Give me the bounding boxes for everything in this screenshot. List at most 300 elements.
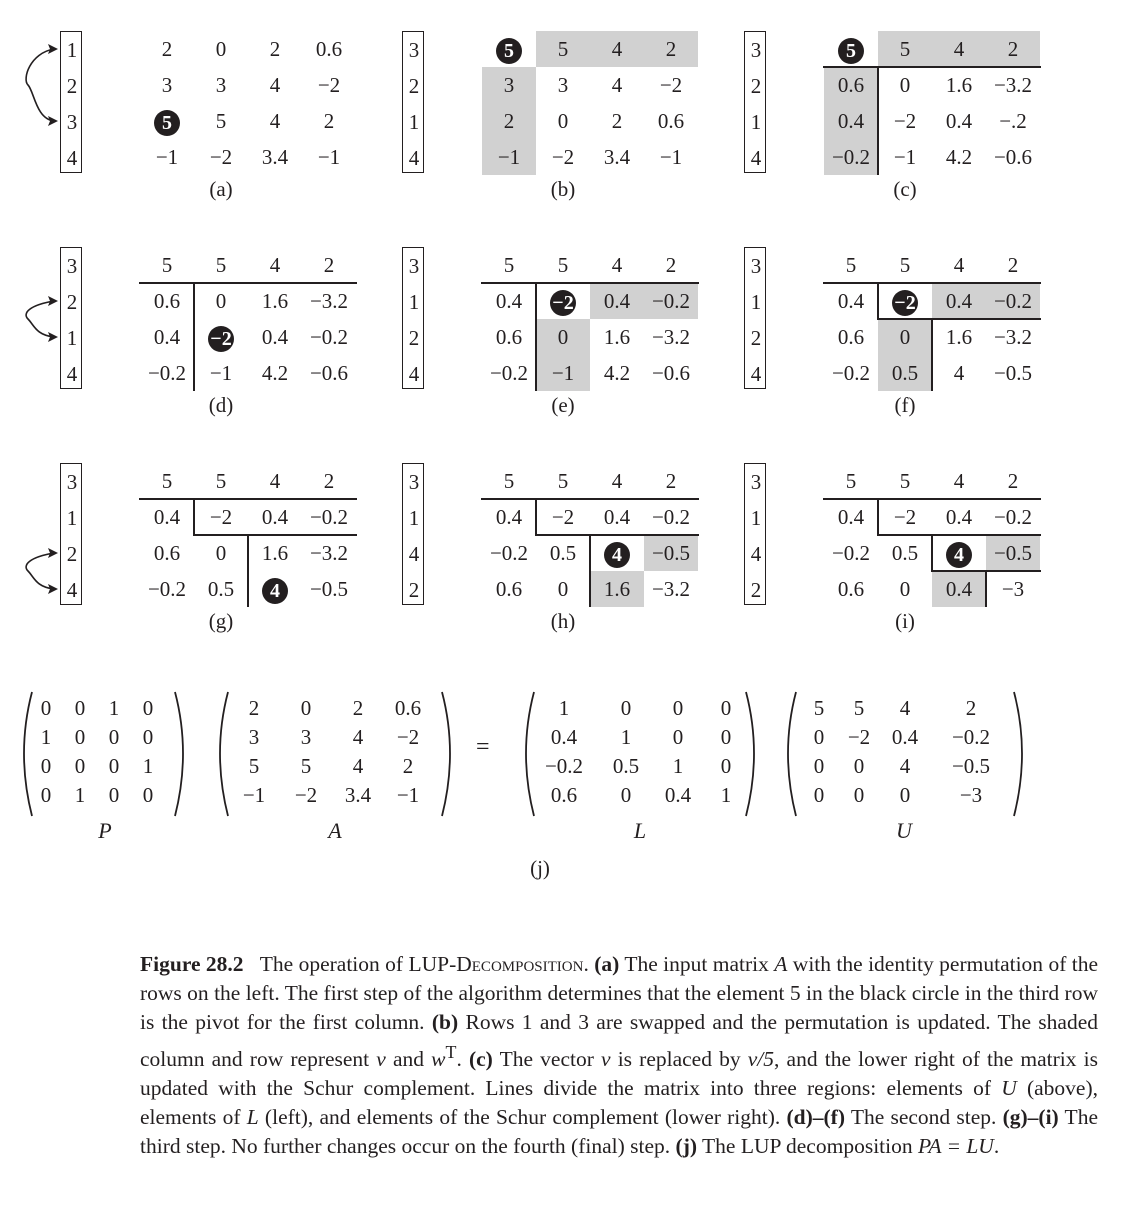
matrix-cell: −0.2	[831, 541, 871, 565]
matrix-entry: 2	[248, 696, 260, 720]
permutation-entry: 4	[750, 362, 762, 386]
caption-ref: (d)–(f)	[786, 1105, 846, 1130]
region-divider-line	[823, 498, 1041, 500]
matrix-cell: 1.6	[590, 571, 644, 607]
matrix-entry: 4	[352, 754, 364, 778]
matrix-entry: −2	[294, 783, 318, 807]
matrix-cell: 0.6	[824, 67, 878, 103]
matrix-cell: 5	[845, 253, 857, 277]
matrix-cell: −3.2	[651, 325, 691, 349]
matrix-cell: 0	[878, 319, 932, 355]
step-panel-g	[60, 463, 360, 663]
matrix-cell: −2	[209, 505, 233, 529]
algorithm-name: LUP-Decomposition	[408, 952, 584, 976]
matrix-cell: 5	[899, 253, 911, 277]
region-divider-line	[535, 282, 537, 391]
permutation-entry: 4	[66, 146, 78, 170]
permutation-entry: 3	[408, 470, 420, 494]
equals-sign: =	[476, 734, 490, 760]
matrix-entry: 2	[965, 696, 977, 720]
matrix-cell: 0	[536, 319, 590, 355]
matrix-cell: −1	[893, 145, 917, 169]
matrix-name-label: L	[633, 818, 647, 843]
matrix-entry: 0	[672, 725, 684, 749]
region-divider-line	[481, 498, 699, 500]
caption-text: Rows 1 and 3 are swapped and the permutation is updated. The shaded column and row represent	[140, 1010, 1099, 1071]
matrix-entry: 0	[142, 696, 154, 720]
permutation-entry: 2	[408, 326, 420, 350]
matrix-cell: 0.4	[824, 103, 878, 139]
matrix-entry: 0.4	[664, 783, 692, 807]
matrix-cell: 4.2	[603, 361, 631, 385]
permutation-entry: 3	[750, 470, 762, 494]
matrix-entry: 0	[40, 754, 52, 778]
matrix-entry: 0	[720, 696, 732, 720]
matrix-cell	[482, 31, 536, 67]
matrix-cell: 0.4	[590, 283, 644, 319]
caption-text: and	[385, 1046, 432, 1071]
matrix-cell: 5	[557, 469, 569, 493]
matrix-entry: −2	[396, 725, 420, 749]
matrix-cell: 2	[644, 31, 698, 67]
region-divider-line	[247, 534, 249, 607]
pivot-marker: 5	[838, 38, 864, 64]
matrix-cell: −0.2	[489, 541, 529, 565]
permutation-entry: 4	[750, 542, 762, 566]
permutation-entry: 3	[408, 254, 420, 278]
matrix-cell: 2	[665, 253, 677, 277]
matrix-cell: 5	[536, 31, 590, 67]
panel-label: (d)	[208, 393, 234, 417]
region-divider-line	[931, 318, 933, 391]
matrix-cell: −0.6	[993, 145, 1033, 169]
matrix-cell: 0.6	[495, 577, 523, 601]
matrix-entry: 0	[142, 783, 154, 807]
matrix-cell: 0	[557, 577, 569, 601]
matrix-cell: 2	[986, 31, 1040, 67]
matrix-cell: 0	[557, 109, 569, 133]
matrix-cell: −0.2	[147, 577, 187, 601]
caption-text: The second step.	[845, 1105, 1003, 1130]
matrix-cell: −2	[551, 145, 575, 169]
matrix-cell: −3.2	[309, 289, 349, 313]
caption-math: U	[1001, 1075, 1017, 1100]
caption-text: The LUP decomposition	[697, 1134, 918, 1159]
caption-text: is replaced by	[610, 1046, 748, 1071]
matrix-cell: −1	[317, 145, 341, 169]
permutation-entry: 3	[408, 38, 420, 62]
permutation-entry: 1	[408, 506, 420, 530]
matrix-cell: 4	[953, 253, 965, 277]
matrix-cell: 0.4	[603, 505, 631, 529]
matrix-cell: 0.4	[837, 505, 865, 529]
caption-ref: (j)	[675, 1134, 698, 1159]
matrix-bracket-icon	[0, 690, 1140, 830]
pivot-marker: 4	[604, 542, 630, 568]
matrix-name-label: A	[328, 818, 342, 843]
region-divider-line	[535, 498, 537, 535]
matrix-cell: −3	[1001, 577, 1025, 601]
matrix-cell: 5	[215, 109, 227, 133]
panel-label: (i)	[895, 609, 915, 633]
permutation-entry: 1	[750, 290, 762, 314]
step-panel-i	[744, 463, 1044, 663]
permutation-entry: 2	[66, 290, 78, 314]
matrix-cell: 5	[503, 253, 515, 277]
matrix-entry: 0	[74, 754, 86, 778]
matrix-entry: 0	[813, 725, 825, 749]
matrix-cell: −0.6	[651, 361, 691, 385]
matrix-cell: 4	[269, 469, 281, 493]
matrix-entry: 0	[40, 696, 52, 720]
matrix-entry: 0	[620, 783, 632, 807]
matrix-cell: −0.2	[147, 361, 187, 385]
matrix-entry: −1	[396, 783, 420, 807]
permutation-entry: 4	[66, 362, 78, 386]
region-divider-line	[877, 66, 879, 175]
pivot-marker: 4	[946, 542, 972, 568]
matrix-cell: 0.6	[495, 325, 523, 349]
caption-text: The third step. No further changes occur on the fourth (final) step.	[140, 1105, 1098, 1159]
region-divider-line	[877, 498, 879, 535]
matrix-cell: −1	[659, 145, 683, 169]
matrix-cell	[590, 535, 644, 571]
caption-ref: (b)	[431, 1010, 459, 1035]
caption-text: The vector	[492, 1046, 602, 1071]
matrix-cell: 0.6	[837, 577, 865, 601]
step-panel-h	[402, 463, 702, 663]
matrix-cell: 1.6	[261, 289, 289, 313]
matrix-cell: 0.5	[549, 541, 577, 565]
permutation-vector	[402, 31, 424, 173]
matrix-cell: 4	[269, 253, 281, 277]
matrix-entry: 1	[40, 725, 52, 749]
matrix-entry: −3	[959, 783, 983, 807]
figure-number: Figure 28.2	[140, 952, 244, 976]
permutation-entry: 2	[750, 74, 762, 98]
matrix-cell	[878, 283, 932, 319]
permutation-entry: 1	[66, 326, 78, 350]
matrix-cell: 5	[845, 469, 857, 493]
matrix-cell: −0.5	[644, 535, 698, 571]
matrix-cell: 0.4	[261, 505, 289, 529]
permutation-entry: 3	[66, 470, 78, 494]
matrix-entry: 4	[899, 754, 911, 778]
matrix-cell: −3.2	[993, 73, 1033, 97]
matrix-cell: 4	[953, 469, 965, 493]
matrix-entry: 0	[899, 783, 911, 807]
matrix-cell: −0.2	[824, 139, 878, 175]
matrix-cell: 4	[611, 73, 623, 97]
matrix-name-label: U	[896, 818, 912, 843]
panel-label: (j)	[530, 856, 550, 880]
matrix-cell: 0.4	[837, 289, 865, 313]
matrix-entry: 5	[853, 696, 865, 720]
permutation-entry: 1	[66, 38, 78, 62]
matrix-entry: 0	[108, 783, 120, 807]
matrix-name-label: P	[98, 818, 112, 843]
step-panel-f	[744, 247, 1044, 447]
matrix-cell: −0.2	[489, 361, 529, 385]
region-divider-line	[985, 570, 987, 607]
region-divider-line	[877, 282, 879, 319]
region-divider-line	[877, 534, 1041, 536]
caption-text: (above), elements of	[140, 1075, 1098, 1130]
matrix-entry: 0	[853, 783, 865, 807]
matrix-cell: −2	[893, 505, 917, 529]
matrix-cell: 0.5	[207, 577, 235, 601]
matrix-entry: −0.5	[951, 754, 991, 778]
permutation-entry: 2	[750, 578, 762, 602]
matrix-entry: 1	[720, 783, 732, 807]
matrix-cell: 4	[611, 469, 623, 493]
matrix-entry: 4	[352, 725, 364, 749]
matrix-cell: 1.6	[945, 73, 973, 97]
matrix-entry: 0	[300, 696, 312, 720]
matrix-cell: 5	[215, 469, 227, 493]
matrix-entry: 0	[74, 696, 86, 720]
caption-ref: (c)	[468, 1046, 493, 1071]
matrix-entry: 1	[558, 696, 570, 720]
pivot-marker: −2	[550, 290, 576, 316]
caption-text: .	[456, 1046, 469, 1071]
region-divider-line	[139, 498, 357, 500]
matrix-cell: −3.2	[651, 577, 691, 601]
region-divider-line	[481, 282, 699, 284]
step-panel-e	[402, 247, 702, 447]
matrix-cell: −.2	[999, 109, 1027, 133]
permutation-entry: 2	[66, 542, 78, 566]
matrix-cell: 0	[215, 289, 227, 313]
matrix-entry: 3	[248, 725, 260, 749]
matrix-entry: 0	[108, 725, 120, 749]
matrix-entry: 1	[108, 696, 120, 720]
matrix-entry: 0.4	[550, 725, 578, 749]
matrix-cell: 5	[557, 253, 569, 277]
matrix-entry: 1	[142, 754, 154, 778]
matrix-entry: 1	[74, 783, 86, 807]
permutation-entry: 2	[750, 326, 762, 350]
permutation-entry: 1	[408, 290, 420, 314]
matrix-entry: 0.4	[891, 725, 919, 749]
permutation-entry: 4	[750, 146, 762, 170]
permutation-vector	[60, 31, 82, 173]
caption-math: v/5	[747, 1046, 775, 1071]
region-divider-line	[193, 282, 195, 391]
matrix-cell: 4	[269, 109, 281, 133]
permutation-entry: 3	[750, 38, 762, 62]
matrix-cell: 0	[215, 37, 227, 61]
matrix-cell: 0.6	[153, 289, 181, 313]
matrix-cell: 3	[557, 73, 569, 97]
permutation-entry: 1	[66, 506, 78, 530]
permutation-entry: 3	[750, 254, 762, 278]
matrix-entry: 0	[720, 725, 732, 749]
matrix-entry: 0	[813, 754, 825, 778]
figure-caption	[140, 950, 1098, 1162]
permutation-entry: 1	[408, 110, 420, 134]
matrix-cell: 2	[323, 109, 335, 133]
matrix-cell	[932, 535, 986, 571]
matrix-cell: 2	[1007, 253, 1019, 277]
matrix-cell: 2	[269, 37, 281, 61]
matrix-cell: −0.6	[309, 361, 349, 385]
matrix-cell: −2	[209, 145, 233, 169]
permutation-vector	[402, 463, 424, 605]
matrix-entry: 0	[853, 754, 865, 778]
matrix-cell: −0.2	[309, 505, 349, 529]
caption-math: PA = LU	[917, 1134, 994, 1159]
matrix-cell: 0.4	[945, 109, 973, 133]
region-divider-line	[535, 534, 699, 536]
caption-text: .	[583, 952, 595, 976]
caption-math: w	[431, 1046, 446, 1071]
matrix-cell: 1.6	[261, 541, 289, 565]
permutation-entry: 3	[66, 254, 78, 278]
matrix-cell: 0.4	[932, 571, 986, 607]
matrix-entry: −1	[242, 783, 266, 807]
matrix-cell: −1	[155, 145, 179, 169]
matrix-cell: 5	[161, 469, 173, 493]
permutation-entry: 1	[750, 110, 762, 134]
caption-math: v	[601, 1046, 611, 1071]
matrix-cell: −2	[659, 73, 683, 97]
matrix-cell: −1	[482, 139, 536, 175]
step-panel-b	[402, 31, 702, 231]
matrix-entry: 1	[620, 725, 632, 749]
matrix-entry: 0	[672, 696, 684, 720]
caption-text: The input matrix	[619, 952, 775, 976]
panel-label: (e)	[551, 393, 575, 417]
matrix-cell	[536, 283, 590, 319]
matrix-cell: 5	[878, 31, 932, 67]
matrix-cell: −0.2	[651, 505, 691, 529]
matrix-entry: −0.2	[544, 754, 584, 778]
matrix-cell: 4	[953, 361, 965, 385]
matrix-cell	[140, 103, 194, 139]
region-divider-line	[193, 498, 195, 535]
matrix-cell: 0	[899, 73, 911, 97]
step-panel-c	[744, 31, 1044, 231]
matrix-cell: 2	[161, 37, 173, 61]
caption-math: L	[246, 1105, 259, 1130]
matrix-cell: −1	[536, 355, 590, 391]
matrix-entry: 0	[108, 754, 120, 778]
matrix-cell	[194, 319, 248, 355]
matrix-cell: 0.5	[878, 355, 932, 391]
caption-math: v	[376, 1046, 386, 1071]
permutation-entry: 4	[408, 542, 420, 566]
matrix-cell: 5	[899, 469, 911, 493]
matrix-cell: 4	[932, 31, 986, 67]
matrix-entry: −0.2	[951, 725, 991, 749]
row-swap-arrow-icon	[22, 247, 62, 397]
matrix-cell: 2	[323, 253, 335, 277]
matrix-cell: 2	[323, 469, 335, 493]
matrix-cell: 1.6	[945, 325, 973, 349]
matrix-cell	[824, 31, 878, 67]
matrix-cell: 0.5	[891, 541, 919, 565]
permutation-entry: 2	[66, 74, 78, 98]
row-swap-arrow-icon	[22, 463, 62, 613]
matrix-entry: 0	[40, 783, 52, 807]
matrix-entry: 2	[352, 696, 364, 720]
region-divider-line	[823, 282, 1041, 284]
matrix-cell: 5	[215, 253, 227, 277]
matrix-entry: 3	[300, 725, 312, 749]
matrix-entry: 0	[720, 754, 732, 778]
region-divider-line	[589, 534, 591, 607]
caption-math: A	[774, 952, 788, 976]
matrix-cell: 0	[215, 541, 227, 565]
matrix-cell: −0.5	[986, 535, 1040, 571]
pivot-marker: −2	[208, 326, 234, 352]
caption-text: with the identity permutation of the rows on the left. The first step of the algorithm determines that the element 5 in the black circle in the third row is the pivot for the first column.	[140, 952, 1099, 1035]
permutation-entry: 1	[750, 506, 762, 530]
caption-text: The operation of	[259, 952, 409, 976]
panel-label: (c)	[893, 177, 917, 201]
matrix-cell: 4.2	[945, 145, 973, 169]
matrix-cell: −0.2	[644, 283, 698, 319]
matrix-cell: −2	[893, 109, 917, 133]
matrix-entry: 1	[672, 754, 684, 778]
matrix-cell: 0.4	[945, 505, 973, 529]
permutation-vector	[402, 247, 424, 389]
matrix-cell: 4.2	[261, 361, 289, 385]
pivot-marker: −2	[892, 290, 918, 316]
matrix-cell: 3	[161, 73, 173, 97]
matrix-entry: 0.6	[550, 783, 578, 807]
region-divider-line	[193, 534, 357, 536]
matrix-entry: 0	[620, 696, 632, 720]
region-divider-line	[823, 66, 1041, 68]
matrix-cell	[248, 571, 302, 607]
matrix-cell: 0.4	[495, 289, 523, 313]
region-divider-line	[931, 534, 933, 571]
caption-text: (left), and elements of the Schur complement (lower right).	[258, 1105, 787, 1130]
matrix-cell: −0.2	[831, 361, 871, 385]
matrix-entry: 2	[402, 754, 414, 778]
matrix-cell: 0.4	[495, 505, 523, 529]
matrix-cell: 4	[611, 253, 623, 277]
matrix-entry: 0	[74, 725, 86, 749]
permutation-vector	[744, 247, 766, 389]
matrix-cell: −0.2	[993, 505, 1033, 529]
permutation-vector	[744, 463, 766, 605]
matrix-cell: 3.4	[261, 145, 289, 169]
matrix-entry: 5	[813, 696, 825, 720]
matrix-cell: 2	[482, 103, 536, 139]
matrix-cell: 2	[611, 109, 623, 133]
matrix-cell: 0.4	[153, 325, 181, 349]
permutation-entry: 2	[408, 578, 420, 602]
pivot-marker: 5	[496, 38, 522, 64]
panel-label: (b)	[550, 177, 576, 201]
matrix-cell: 3	[215, 73, 227, 97]
matrix-cell: −3.2	[309, 541, 349, 565]
matrix-entry: 5	[248, 754, 260, 778]
caption-math: T	[445, 1041, 457, 1062]
matrix-entry: 4	[899, 696, 911, 720]
matrix-cell: 3	[482, 67, 536, 103]
matrix-cell: −2	[317, 73, 341, 97]
caption-text: , and the lower right of the matrix is updated with the Schur complement. Lines divide the matrix into three regions: elements of	[140, 1046, 1098, 1100]
permutation-entry: 3	[66, 110, 78, 134]
permutation-entry: 4	[408, 362, 420, 386]
caption-ref: (g)–(i)	[1002, 1105, 1059, 1130]
permutation-vector	[60, 247, 82, 389]
matrix-cell: 5	[161, 253, 173, 277]
